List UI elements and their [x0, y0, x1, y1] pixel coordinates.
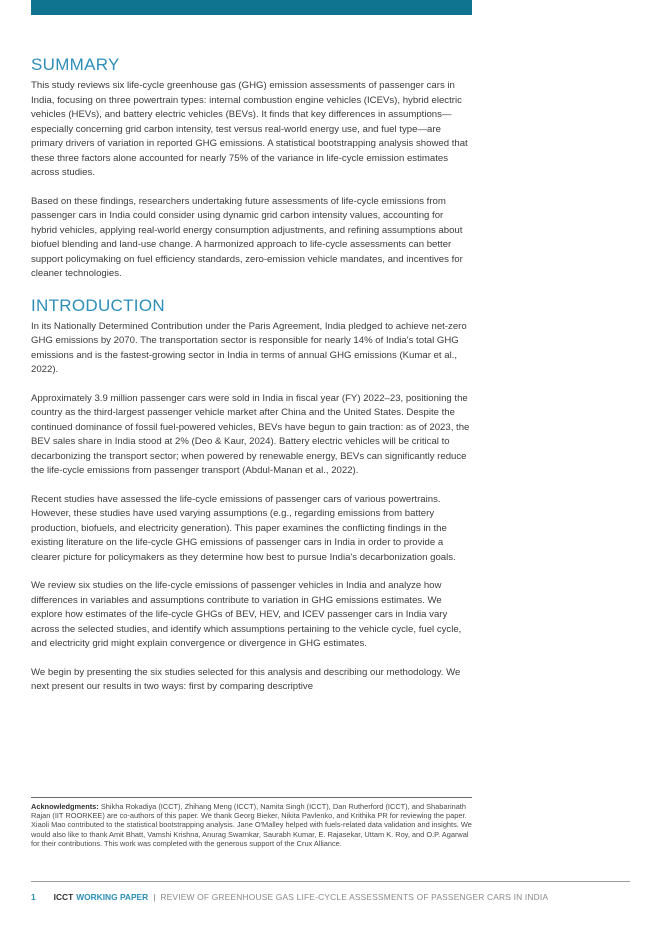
footer-separator: |	[153, 892, 156, 902]
introduction-heading: INTRODUCTION	[31, 295, 165, 315]
footer-series: WORKING PAPER	[76, 892, 149, 902]
page-footer	[31, 892, 631, 902]
summary-section	[31, 55, 472, 282]
introduction-section	[31, 296, 472, 695]
main-content	[31, 55, 472, 709]
introduction-paragraph: In its Nationally Determined Contribution under the Paris Agreement, India pledged to achieve net-zero GHG emissions by 2070. The transportation sector is responsible for nearly 14% of India's total GHG emissions and is the fastest-growing sector in India in terms of annual GHG emissions (Kumar et al., 2022).	[31, 320, 467, 375]
introduction-paragraph: We review six studies on the life-cycle emissions of passenger vehicles in India and analyze how differences in variables and assumptions contribute to variation in GHG emissions estimates. We explore how estimates of the life-cycle GHGs of BEV, HEV, and ICEV passenger cars in India vary across the selected studies, and identify which assumptions pertaining to the vehicle cycle, fuel cycle, and electricity grid might explain convergence or divergence in GHG estimates.	[31, 580, 462, 649]
summary-paragraph: Based on these findings, researchers undertaking future assessments of life-cycle emissions from passenger cars in India could consider using dynamic grid carbon intensity values, accounting for hybrid vehicles, applying real-world energy consumption adjustments, and refining assumptions about biofuel blending and land-use change. A harmonized approach to life-cycle assessments can better support policymaking on fuel efficiency standards, zero-emission vehicle mandates, and incentives for cleaner technologies.	[31, 195, 463, 279]
acknowledgments-note	[31, 802, 472, 848]
footer-divider	[31, 881, 630, 882]
summary-heading: SUMMARY	[31, 55, 120, 74]
footer-org: ICCT	[53, 892, 74, 902]
introduction-paragraph: Recent studies have assessed the life-cycle emissions of passenger cars of various powertrains. However, these studies have used varying assumptions (e.g., regarding emissions from battery production, biofuels, and electricity generation). This paper examines the conflicting findings in the existing literature on the life-cycle GHG emissions of passenger cars in India in order to provide a clearer picture for policymakers as they determine how best to pursue India's decarbonization goals.	[31, 493, 456, 563]
header-accent-bar	[31, 0, 472, 15]
summary-paragraph: This study reviews six life-cycle greenhouse gas (GHG) emission assessments of passenger cars in India, focusing on three powertrain types: internal combustion engine vehicles (ICEVs), hybrid electric vehicles (HEVs), and battery electric vehicles (BEVs). It finds that key differences in assumptions—especially concerning grid carbon intensity, test versus real-world energy use, and fuel type—are primary drivers of variation in reported GHG emissions. A statistical bootstrapping analysis showed that these three factors alone accounted for nearly 75% of the variance in life-cycle emission estimates across studies.	[31, 80, 468, 178]
acknowledgments-text: Shikha Rokadiya (ICCT), Zhihang Meng (ICCT), Namita Singh (ICCT), Dan Rutherford (ICCT), and Shabarinath Rajan (IIT ROORKEE) are co-authors of this paper. We thank Georg Bieker, Nikita Pavlenko, and Krithika PR for reviewing the paper. Xiaoli Mao contributed to the statistical bootstrapping analysis. Jane O'Malley helped with fuels-related data validation and insights. We would also like to thank Amit Bhatt, Vamshi Krishna, Anurag Swarnkar, Saurabh Kumar, E. Rajasekar, Uttam K. Roy, and O.P. Agarwal for their contributions. This work was completed with the generous support of the Crux Alliance.	[31, 802, 472, 848]
introduction-paragraph: We begin by presenting the six studies selected for this analysis and describing our methodology. We next present our results in two ways: first by comparing descriptive	[31, 666, 461, 692]
acknowledgments-divider	[31, 797, 472, 798]
acknowledgments-label: Acknowledgments:	[31, 802, 99, 811]
introduction-paragraph: Approximately 3.9 million passenger cars were sold in India in fiscal year (FY) 2022–23, positioning the country as the third-largest passenger vehicle market after China and the United States. Despite the continued dominance of fossil fuel-powered vehicles, BEVs have begun to gain traction: as of 2023, the BEV sales share in India stood at 2% (Deo & Kaur, 2024). Battery electric vehicles will be critical to decarbonizing the transport sector; when powered by renewable energy, BEVs can significantly reduce the life-cycle emissions from passenger transport (Abdul-Manan et al., 2022).	[31, 392, 470, 476]
page-number: 1	[31, 892, 36, 902]
footer-title: REVIEW OF GREENHOUSE GAS LIFE-CYCLE ASSESSMENTS OF PASSENGER CARS IN INDIA	[160, 892, 549, 902]
